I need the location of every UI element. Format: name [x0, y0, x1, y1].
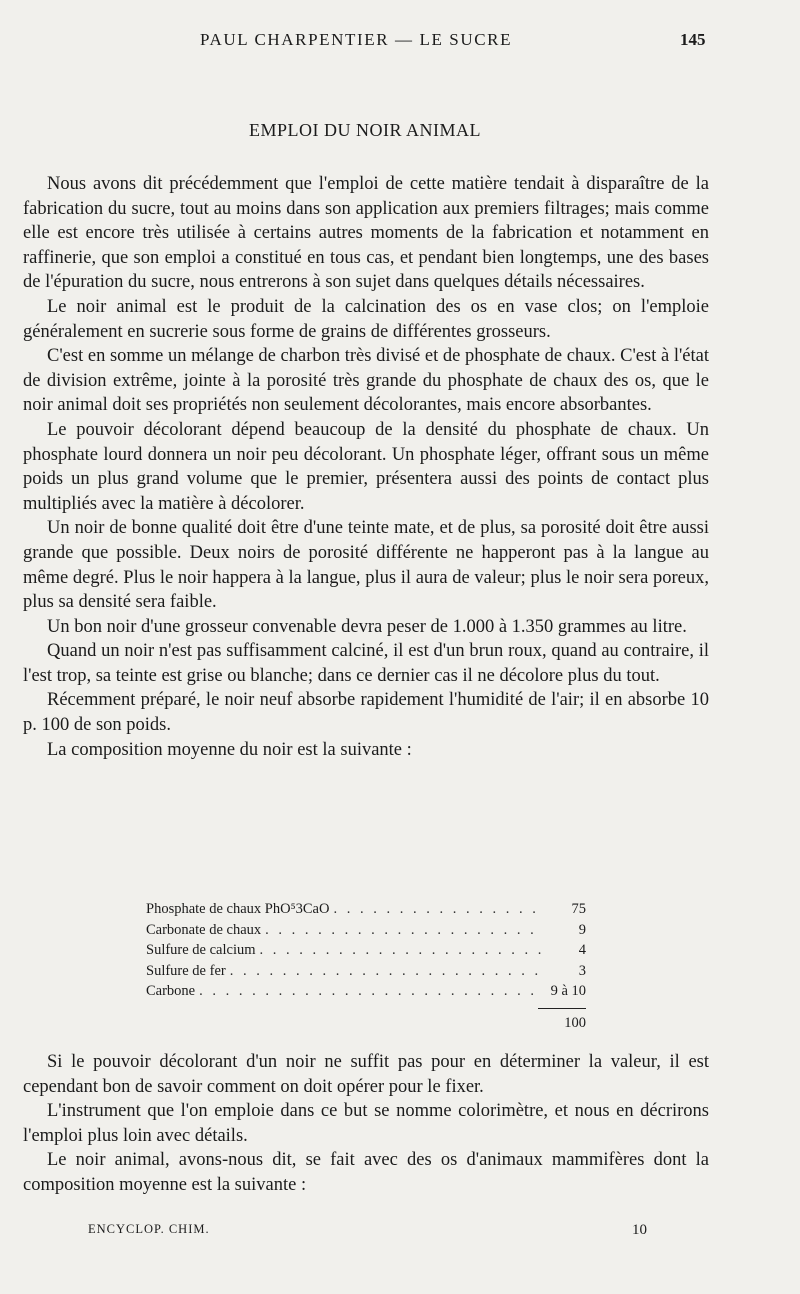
paragraph: Quand un noir n'est pas suffisamment calciné, il est d'un brun roux, quand au contraire, il l'est trop, sa teinte est grise ou blanche; dans ce dernier cas il ne décolore plus du tout.	[23, 641, 709, 686]
composition-value: 9 à 10	[550, 983, 586, 999]
page-number: 145	[680, 30, 706, 49]
leader-dots	[265, 920, 542, 941]
footer-sheet-number: 10	[632, 1222, 647, 1238]
composition-value: 3	[578, 962, 586, 979]
paragraph: Si le pouvoir décolorant d'un noir ne suffit pas pour en déterminer la valeur, il est cependant bon de savoir comment on doit opérer pour le fixer.	[23, 1052, 709, 1097]
composition-row	[146, 981, 586, 1002]
page-footer	[0, 1222, 800, 1244]
paragraph: La composition moyenne du noir est la suivante :	[47, 739, 412, 760]
paragraph: Récemment préparé, le noir neuf absorbe rapidement l'humidité de l'air; il en absorbe 10 p. 100 de son poids.	[23, 690, 709, 736]
paragraph: L'instrument que l'on emploie dans ce but se nomme colorimètre, et nous en décrirons l'emploi plus loin avec détails.	[23, 1101, 709, 1146]
composition-name: Sulfure de fer	[146, 962, 226, 979]
composition-value: 4	[578, 942, 586, 958]
total-rule	[538, 1008, 586, 1009]
composition-name: Carbone	[146, 983, 196, 999]
paragraph: Le noir animal, avons-nous dit, se fait avec des os d'animaux mammifères dont la composition moyenne est la suivante :	[23, 1150, 709, 1195]
composition-row	[146, 899, 586, 920]
page-header	[0, 30, 800, 56]
section-title: EMPLOI DU NOIR ANIMAL	[249, 120, 481, 140]
paragraph: Nous avons dit précédemment que l'emploi de cette matière tendait à disparaître de la fabrication du sucre, tout au moins dans son application aux premiers filtrages; mais comme elle est encore très utilisée à certains autres moments de la fabrication et notamment en raffinerie, que son emploi a constitué en tous cas, et pendant bien longtemps, une des bases de l'épuration du sucre, nous entrerons à son sujet dans quelques détails nécessaires.	[23, 174, 709, 293]
composition-total: 100	[564, 1014, 586, 1031]
composition-row	[146, 940, 586, 961]
paragraph: C'est en somme un mélange de charbon très divisé et de phosphate de chaux. C'est à l'état de division extrême, jointe à la porosité très grande du phosphate de chaux des os, que le noir animal doit ses propriétés non seulement décolorantes, mais encore absorbantes.	[23, 346, 709, 416]
composition-value: 9	[578, 921, 586, 938]
leader-dots	[333, 899, 542, 920]
composition-name: Carbonate de chaux	[146, 921, 262, 938]
body-text-continued	[23, 1050, 709, 1198]
composition-name: Sulfure de calcium	[146, 942, 256, 958]
composition-name: Phosphate de chaux PhO⁵3CaO	[146, 901, 330, 917]
leader-dots	[230, 961, 542, 982]
leader-dots	[260, 940, 542, 961]
footer-signature: ENCYCLOP. CHIM.	[88, 1222, 210, 1236]
composition-row	[146, 920, 586, 941]
paragraph: Un bon noir d'une grosseur convenable devra peser de 1.000 à 1.350 grammes au litre.	[47, 616, 687, 637]
composition-row	[146, 961, 586, 982]
composition-table	[146, 899, 586, 1033]
running-head: PAUL CHARPENTIER — LE SUCRE	[200, 30, 513, 49]
leader-dots	[199, 981, 542, 1002]
paragraph: Le noir animal est le produit de la calcination des os en vase clos; on l'emploie généralement en sucrerie sous forme de grains de différentes grosseurs.	[23, 296, 709, 342]
composition-value: 75	[571, 901, 586, 917]
paragraph: Le pouvoir décolorant dépend beaucoup de la densité du phosphate de chaux. Un phosphate lourd donnera un noir peu décolorant. Un phosphate léger, offrant sous un même poids un plus grand volume que le premier, présentera aussi des points de contact plus multipliés avec la matière à décolorer.	[23, 419, 709, 514]
paragraph: Un noir de bonne qualité doit être d'une teinte mate, et de plus, sa porosité doit être aussi grande que possible. Deux noirs de porosité différente ne happeront pas à la langue au même degré. Plus le noir happera à la langue, plus il aura de valeur; plus le noir sera poreux, plus sa densité sera faible.	[23, 518, 709, 613]
body-text	[23, 172, 709, 762]
